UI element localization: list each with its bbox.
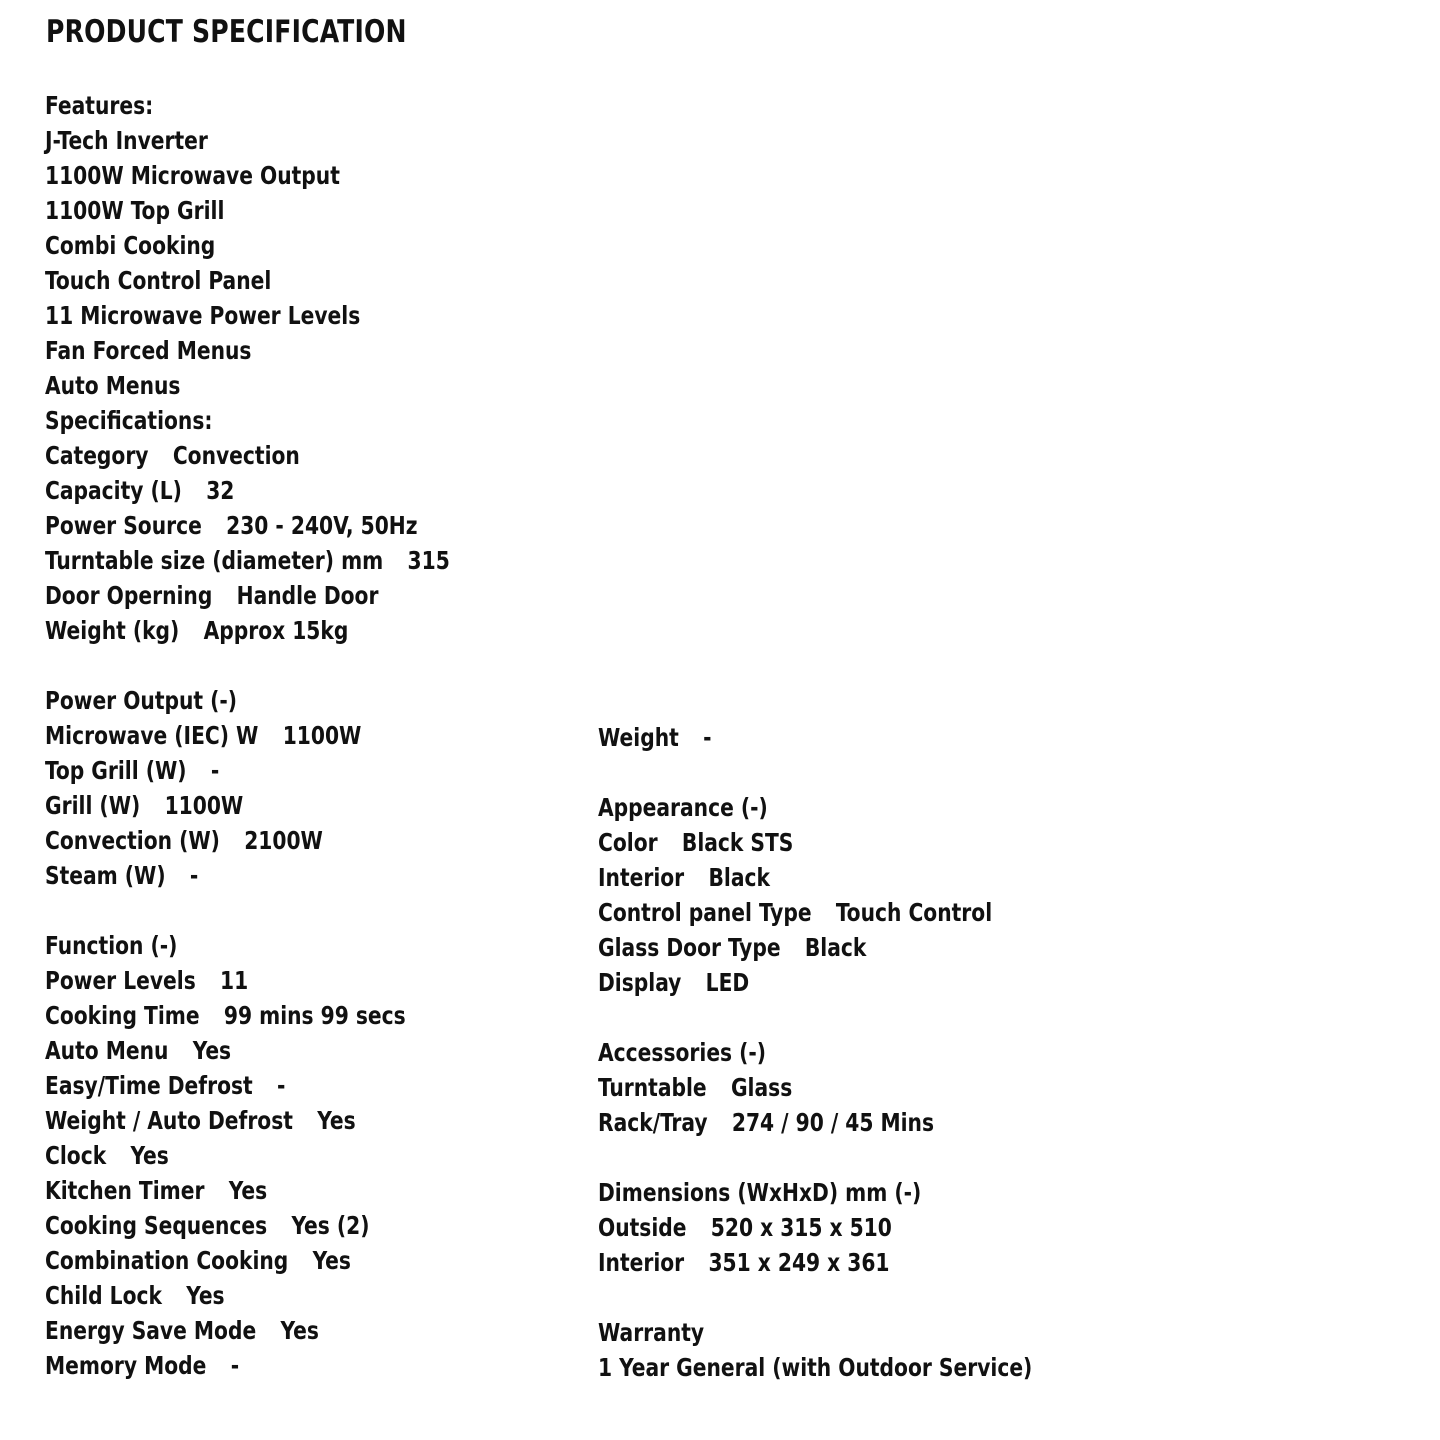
function-row — [45, 1068, 406, 1103]
power-output-value: - — [210, 756, 220, 785]
spec-value: Approx 15kg — [203, 616, 349, 645]
power-output-label: Microwave (IEC) W — [45, 721, 259, 750]
appearance-row — [598, 895, 1032, 930]
dimensions-label: Interior — [598, 1248, 685, 1277]
spec-row — [45, 438, 450, 473]
function-value: Yes — [192, 1036, 232, 1065]
feature-item: Touch Control Panel — [45, 266, 272, 295]
page-title: PRODUCT SPECIFICATION — [46, 14, 407, 50]
section-spacer — [598, 1140, 1032, 1175]
function-value: Yes (2) — [291, 1211, 370, 1240]
function-value: Yes — [130, 1141, 169, 1170]
spec-label: Turntable size (diameter) mm — [45, 546, 384, 575]
function-label: Weight / Auto Defrost — [45, 1106, 293, 1135]
function-label: Cooking Time — [45, 1001, 200, 1030]
spec-row — [45, 473, 450, 508]
function-row — [45, 1278, 406, 1313]
function-value: Yes — [228, 1176, 268, 1205]
spec-label: Capacity (L) — [45, 476, 182, 505]
section-spacer — [598, 755, 1032, 790]
power-output-value: - — [189, 861, 199, 890]
function-row — [45, 1103, 406, 1138]
function-value: - — [230, 1351, 240, 1380]
function-value: 99 mins 99 secs — [223, 1001, 406, 1030]
warranty-heading: Warranty — [598, 1318, 705, 1347]
appearance-row — [598, 965, 1032, 1000]
feature-item: 11 Microwave Power Levels — [45, 301, 361, 330]
function-label: Energy Save Mode — [45, 1316, 257, 1345]
spec-label: Door Operning — [45, 581, 213, 610]
dimensions-row — [598, 1210, 1032, 1245]
warranty-text: 1 Year General (with Outdoor Service) — [598, 1353, 1033, 1382]
dimensions-label: Outside — [598, 1213, 687, 1242]
function-label: Kitchen Timer — [45, 1176, 205, 1205]
function-row — [45, 1208, 406, 1243]
function-label: Combination Cooking — [45, 1246, 289, 1275]
power-output-row — [45, 858, 406, 893]
dimensions-row — [598, 1245, 1032, 1280]
appearance-label: Control panel Type — [598, 898, 812, 927]
accessories-row — [598, 1070, 1032, 1105]
weight-value: - — [703, 723, 712, 752]
function-row — [45, 998, 406, 1033]
power-output-label: Top Grill (W) — [45, 756, 187, 785]
section-spacer — [598, 1000, 1032, 1035]
function-row — [45, 1173, 406, 1208]
spec-row — [45, 508, 450, 543]
spec-value: 315 — [407, 546, 450, 575]
function-row — [45, 1138, 406, 1173]
left-spec-column — [45, 683, 406, 1383]
feature-item: 1100W Microwave Output — [45, 161, 340, 190]
appearance-label: Display — [598, 968, 682, 997]
function-value: Yes — [312, 1246, 351, 1275]
appearance-label: Interior — [598, 863, 685, 892]
power-output-row — [45, 753, 406, 788]
features-heading: Features: — [45, 91, 154, 120]
appearance-heading: Appearance (-) — [598, 793, 768, 822]
accessories-heading: Accessories (-) — [598, 1038, 767, 1067]
function-label: Easy/Time Defrost — [45, 1071, 253, 1100]
power-output-value: 1100W — [164, 791, 244, 820]
dimensions-value: 351 x 249 x 361 — [708, 1248, 890, 1277]
section-spacer — [45, 893, 406, 928]
right-spec-column — [598, 720, 1032, 1385]
accessories-value: 274 / 90 / 45 Mins — [731, 1108, 935, 1137]
spec-row — [45, 543, 450, 578]
function-label: Clock — [45, 1141, 107, 1170]
function-row — [45, 1243, 406, 1278]
function-value: Yes — [317, 1106, 356, 1135]
function-value: - — [277, 1071, 286, 1100]
appearance-row — [598, 860, 1032, 895]
dimensions-value: 520 x 315 x 510 — [710, 1213, 892, 1242]
weight-row — [598, 720, 1032, 755]
spec-value: Handle Door — [236, 581, 379, 610]
spec-value: 230 - 240V, 50Hz — [226, 511, 418, 540]
function-label: Child Lock — [45, 1281, 162, 1310]
appearance-value: Touch Control — [835, 898, 993, 927]
power-output-label: Convection (W) — [45, 826, 220, 855]
function-row — [45, 1033, 406, 1068]
appearance-value: Black STS — [681, 828, 794, 857]
spec-value: Convection — [172, 441, 300, 470]
weight-label: Weight — [598, 723, 679, 752]
function-row — [45, 1348, 406, 1383]
function-value: Yes — [186, 1281, 225, 1310]
accessories-row — [598, 1105, 1032, 1140]
feature-item: J-Tech Inverter — [45, 126, 208, 155]
power-output-label: Grill (W) — [45, 791, 141, 820]
spec-label: Category — [45, 441, 149, 470]
spec-row — [45, 578, 450, 613]
appearance-value: Black — [708, 863, 770, 892]
accessories-label: Turntable — [598, 1073, 707, 1102]
spec-row — [45, 613, 450, 648]
feature-item: Fan Forced Menus — [45, 336, 252, 365]
function-label: Auto Menu — [45, 1036, 169, 1065]
power-output-row — [45, 823, 406, 858]
section-spacer — [598, 1280, 1032, 1315]
appearance-value: LED — [705, 968, 750, 997]
spec-label: Power Source — [45, 511, 202, 540]
features-and-specifications — [45, 88, 450, 648]
function-row — [45, 963, 406, 998]
function-heading: Function (-) — [45, 931, 178, 960]
power-output-value: 2100W — [244, 826, 323, 855]
power-output-row — [45, 718, 406, 753]
accessories-label: Rack/Tray — [598, 1108, 708, 1137]
dimensions-heading: Dimensions (WxHxD) mm (-) — [598, 1178, 922, 1207]
function-row — [45, 1313, 406, 1348]
function-label: Memory Mode — [45, 1351, 207, 1380]
feature-item: 1100W Top Grill — [45, 196, 225, 225]
function-label: Cooking Sequences — [45, 1211, 268, 1240]
power-output-row — [45, 788, 406, 823]
accessories-value: Glass — [730, 1073, 793, 1102]
spec-value: 32 — [206, 476, 235, 505]
appearance-row — [598, 825, 1032, 860]
function-value: 11 — [220, 966, 249, 995]
power-output-label: Steam (W) — [45, 861, 166, 890]
spec-label: Weight (kg) — [45, 616, 180, 645]
appearance-row — [598, 930, 1032, 965]
appearance-value: Black — [804, 933, 867, 962]
specifications-heading: Specifications: — [45, 406, 213, 435]
function-value: Yes — [280, 1316, 319, 1345]
feature-item: Auto Menus — [45, 371, 181, 400]
feature-item: Combi Cooking — [45, 231, 216, 260]
power-output-value: 1100W — [282, 721, 362, 750]
power-output-heading: Power Output (-) — [45, 686, 238, 715]
function-label: Power Levels — [45, 966, 196, 995]
appearance-label: Color — [598, 828, 658, 857]
appearance-label: Glass Door Type — [598, 933, 781, 962]
